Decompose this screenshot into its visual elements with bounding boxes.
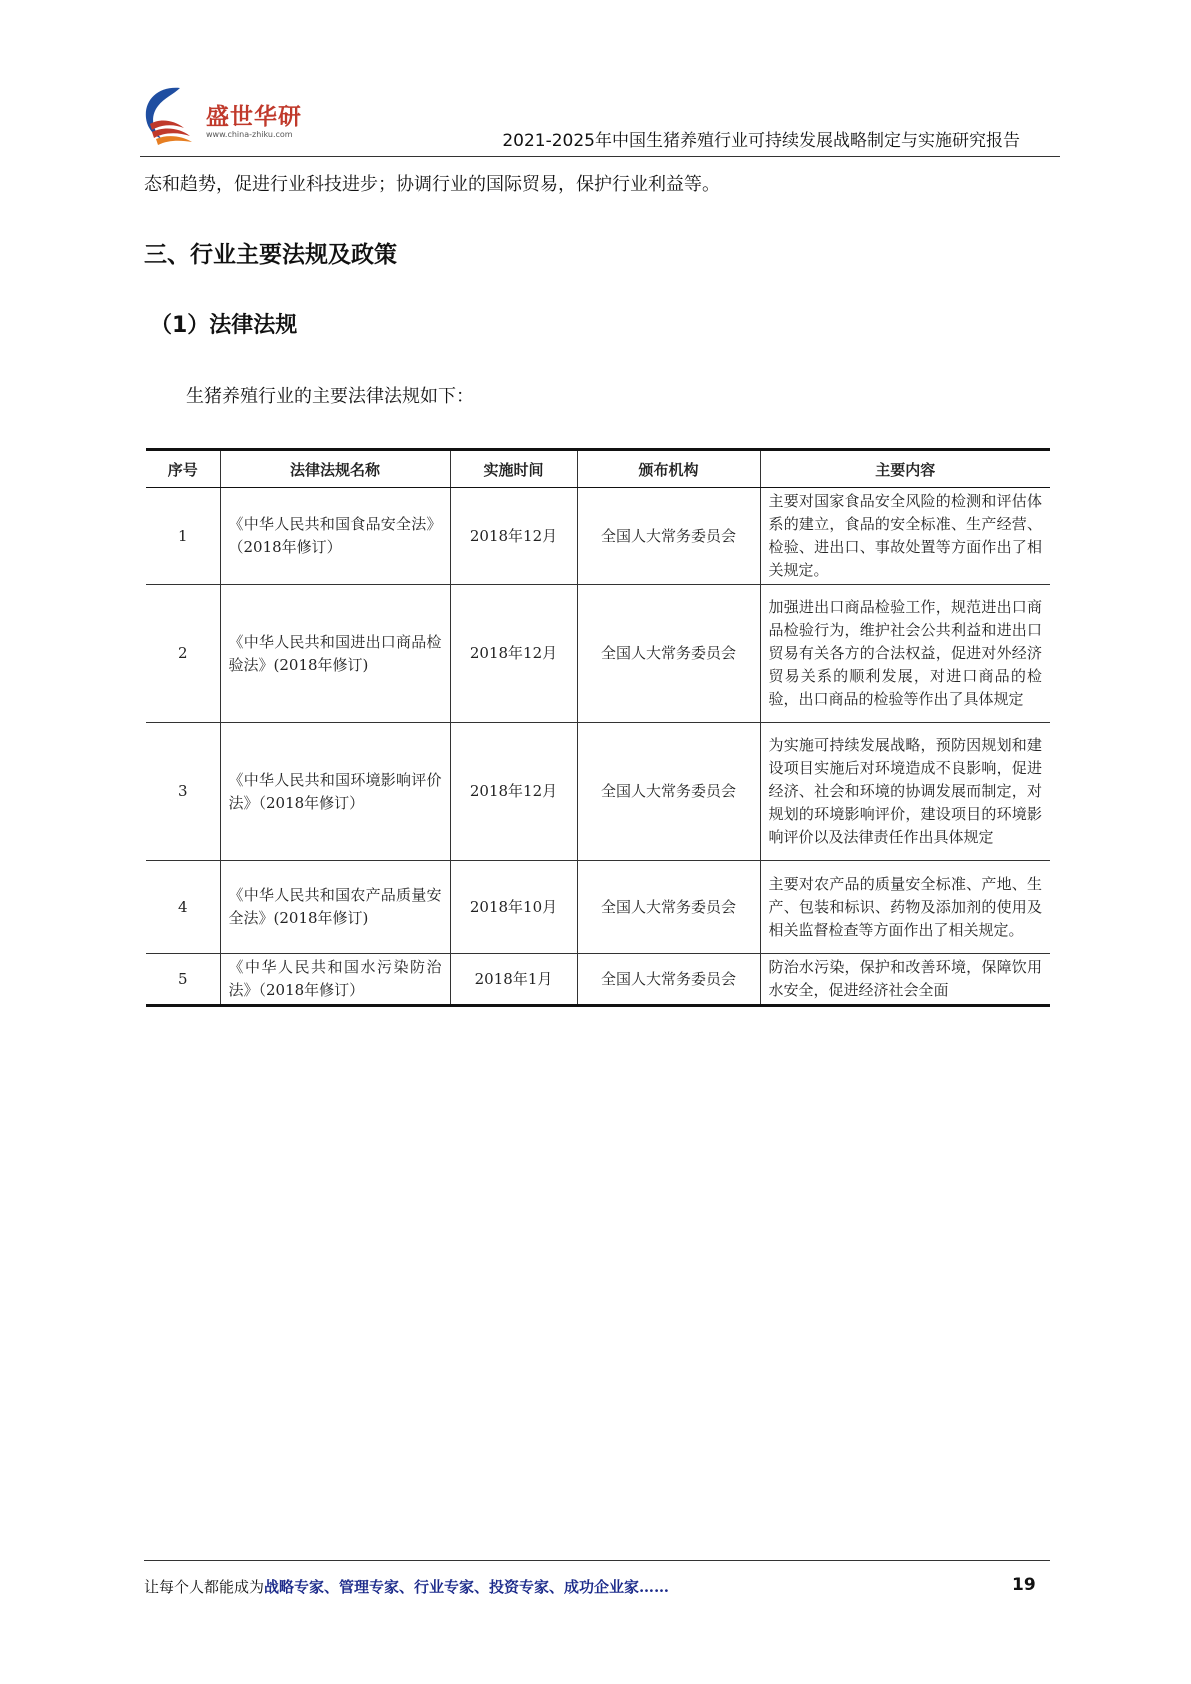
row-num: 4 — [146, 861, 220, 954]
row-org: 全国人大常务委员会 — [577, 488, 760, 585]
slogan-highlight: 战略专家、管理专家、行业专家、投资专家、成功企业家…… — [264, 1578, 670, 1596]
header-date: 实施时间 — [450, 450, 577, 488]
row-date: 2018年12月 — [450, 723, 577, 861]
row-num: 3 — [146, 723, 220, 861]
row-name: 《中华人民共和国环境影响评价法》（2018年修订） — [220, 723, 450, 861]
subsection-heading: （1）法律法规 — [150, 313, 298, 338]
table-row — [146, 488, 1050, 585]
page-number: 19 — [1012, 1575, 1036, 1595]
row-org: 全国人大常务委员会 — [577, 954, 760, 1006]
row-name: 《中华人民共和国水污染防治法》（2018年修订） — [220, 954, 450, 1006]
row-num: 1 — [146, 488, 220, 585]
company-logo — [140, 84, 310, 148]
table-row — [146, 954, 1050, 1006]
section-heading: 三、行业主要法规及政策 — [144, 242, 397, 268]
row-num: 5 — [146, 954, 220, 1006]
laws-table — [146, 448, 1050, 1007]
header-name: 法律法规名称 — [220, 450, 450, 488]
row-org: 全国人大常务委员会 — [577, 723, 760, 861]
table-row — [146, 723, 1050, 861]
row-content: 加强进出口商品检验工作，规范进出口商品检验行为，维护社会公共利益和进出口贸易有关各方的合法权益，促进对外经济贸易关系的顺利发展，对进口商品的检验，出口商品的检验等作出了具体规定 — [760, 585, 1050, 723]
logo-name: 盛世华研 — [206, 104, 302, 130]
row-content: 为实施可持续发展战略，预防因规划和建设项目实施后对环境造成不良影响，促进经济、社会和环境的协调发展而制定，对规划的环境影响评价，建设项目的环境影响评价以及法律责任作出具体规定 — [760, 723, 1050, 861]
row-date: 2018年10月 — [450, 861, 577, 954]
logo-emblem-icon — [140, 84, 206, 148]
row-org: 全国人大常务委员会 — [577, 861, 760, 954]
table-header-row — [146, 450, 1050, 488]
slogan-prefix: 让每个人都能成为 — [144, 1578, 265, 1596]
row-content: 主要对国家食品安全风险的检测和评估体系的建立，食品的安全标准、生产经营、检验、进出口、事故处置等方面作出了相关规定。 — [760, 488, 1050, 585]
body-paragraph: 态和趋势，促进行业科技进步；协调行业的国际贸易，保护行业利益等。 — [144, 174, 720, 195]
row-name: 《中华人民共和国食品安全法》（2018年修订） — [220, 488, 450, 585]
header-num: 序号 — [146, 450, 220, 488]
row-date: 2018年1月 — [450, 954, 577, 1006]
header-content: 主要内容 — [760, 450, 1050, 488]
logo-url: www.china-zhiku.com — [206, 130, 293, 139]
table-intro: 生猪养殖行业的主要法律法规如下： — [186, 386, 474, 407]
table-row — [146, 861, 1050, 954]
row-date: 2018年12月 — [450, 488, 577, 585]
footer-slogan — [144, 1576, 669, 1597]
row-name: 《中华人民共和国进出口商品检验法》(2018年修订) — [220, 585, 450, 723]
row-content: 防治水污染，保护和改善环境，保障饮用水安全，促进经济社会全面 — [760, 954, 1050, 1006]
row-org: 全国人大常务委员会 — [577, 585, 760, 723]
header-org: 颁布机构 — [577, 450, 760, 488]
page-header — [140, 84, 1060, 156]
header-divider — [140, 156, 1060, 157]
row-num: 2 — [146, 585, 220, 723]
row-content: 主要对农产品的质量安全标准、产地、生产、包装和标识、药物及添加剂的使用及相关监督检查等方面作出了相关规定。 — [760, 861, 1050, 954]
row-date: 2018年12月 — [450, 585, 577, 723]
footer-divider — [144, 1560, 1050, 1561]
table-row — [146, 585, 1050, 723]
report-title: 2021-2025年中国生猪养殖行业可持续发展战略制定与实施研究报告 — [502, 131, 1020, 151]
row-name: 《中华人民共和国农产品质量安全法》(2018年修订) — [220, 861, 450, 954]
